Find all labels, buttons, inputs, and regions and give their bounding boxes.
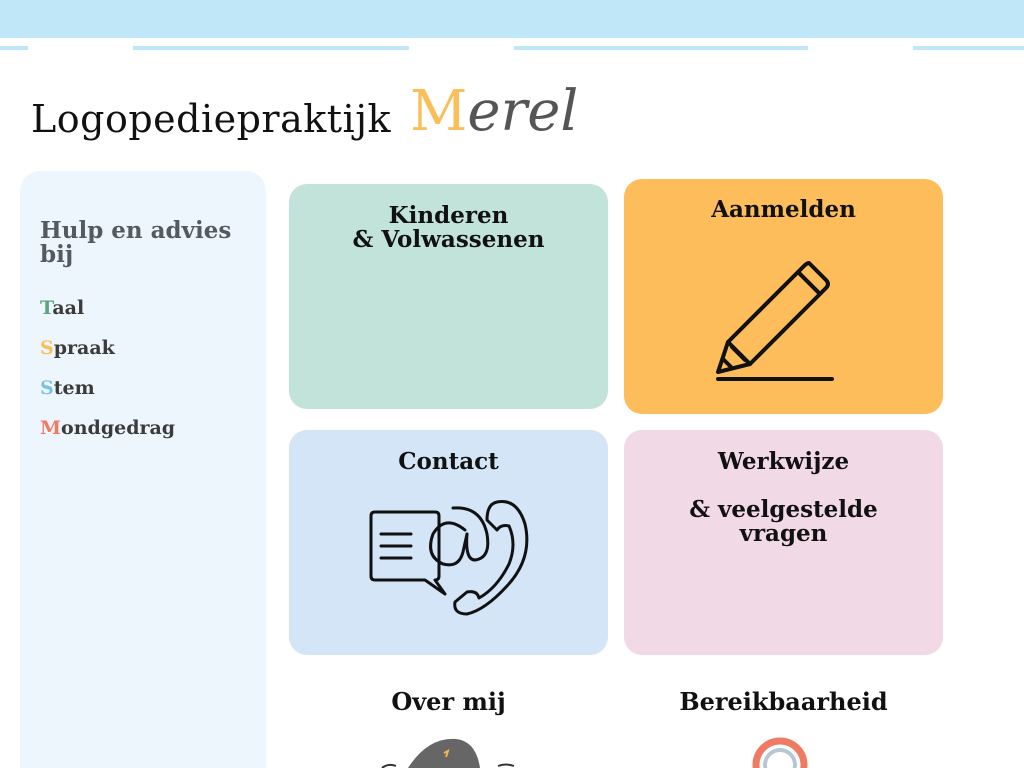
- topic-initial: S: [40, 337, 54, 359]
- tile-title: Werkwijze: [717, 448, 850, 475]
- topic-label: ondgedrag: [61, 417, 176, 439]
- top-banner: [0, 0, 1024, 38]
- pencil-icon: [712, 255, 842, 385]
- reach-illustration-icon: [750, 735, 814, 768]
- tile-title: Contact: [398, 448, 499, 475]
- decorative-stripe: [514, 46, 808, 50]
- sidebar-heading: Hulp en advies bij: [40, 217, 232, 268]
- brand-initial: M: [410, 79, 468, 144]
- over-mij-heading[interactable]: Over mij: [391, 687, 506, 716]
- about-illustration-icon: [380, 735, 520, 768]
- email-phone-icon: [367, 494, 537, 618]
- topic-spraak[interactable]: [40, 337, 115, 359]
- topic-initial: T: [40, 297, 53, 319]
- topic-initial: S: [40, 377, 54, 399]
- topic-label: tem: [53, 377, 95, 399]
- tile-kinderen-volwassenen[interactable]: [289, 184, 608, 409]
- topic-mondgedrag[interactable]: [40, 417, 175, 439]
- brand-name-rest: erel: [467, 79, 579, 144]
- topic-taal[interactable]: [40, 297, 84, 319]
- tile-contact[interactable]: [289, 430, 608, 655]
- tile-werkwijze[interactable]: [624, 430, 943, 655]
- topic-stem[interactable]: [40, 377, 95, 399]
- sidebar: [20, 171, 266, 768]
- tile-title: Aanmelden: [711, 196, 856, 223]
- decorative-stripe: [913, 46, 1024, 50]
- brand-logo[interactable]: [410, 79, 579, 144]
- decorative-stripe: [0, 46, 28, 50]
- topic-initial: M: [40, 417, 62, 439]
- topic-label: aal: [52, 297, 85, 319]
- bereikbaarheid-heading[interactable]: Bereikbaarheid: [679, 687, 888, 716]
- tile-aanmelden[interactable]: [624, 179, 943, 414]
- tile-subtitle: & veelgestelde: [689, 496, 878, 523]
- tile-title: Kinderen: [388, 202, 509, 229]
- topic-label: praak: [53, 337, 115, 359]
- decorative-stripe: [133, 46, 409, 50]
- tile-subtitle: vragen: [739, 520, 828, 547]
- tile-subtitle: & Volwassenen: [352, 226, 545, 253]
- site-title: Logopediepraktijk: [31, 97, 391, 141]
